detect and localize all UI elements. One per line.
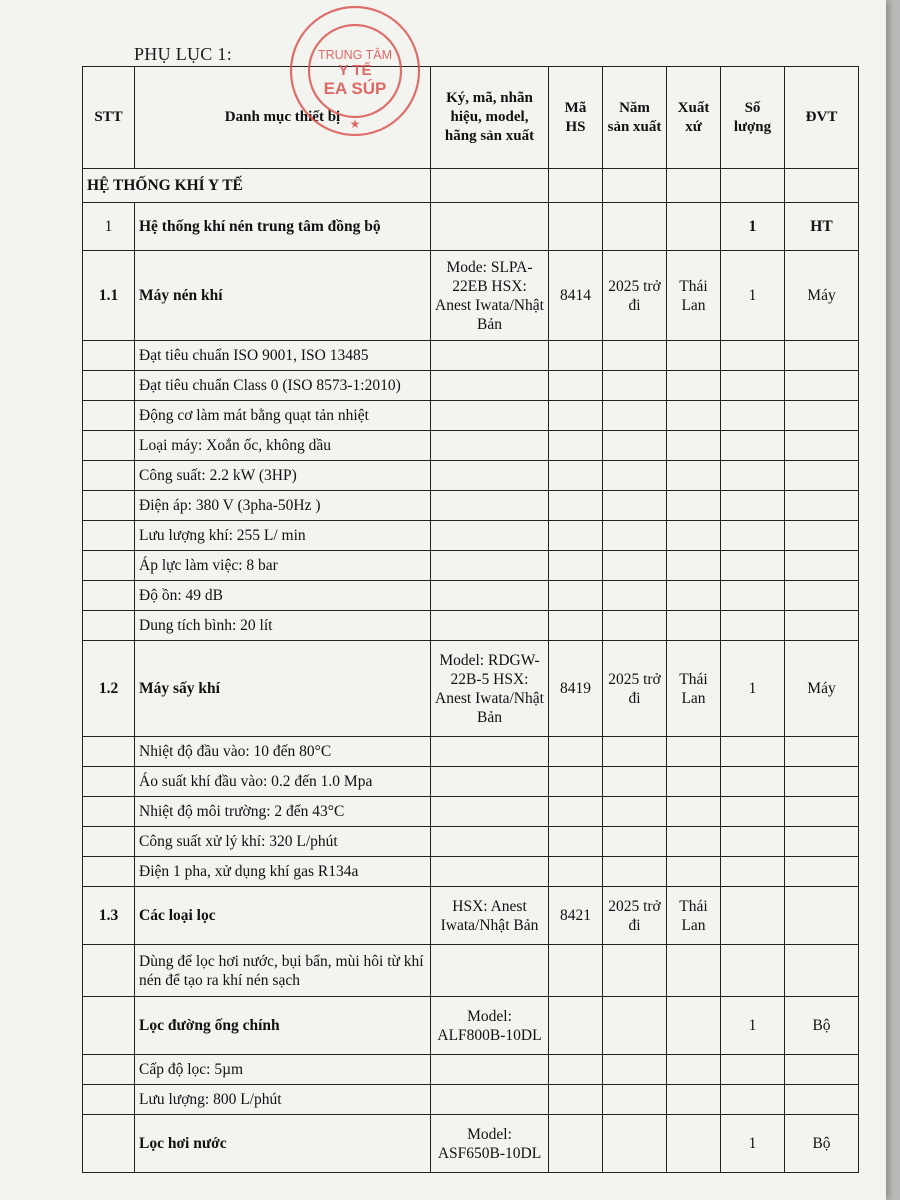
- header-model: Ký, mã, nhãn hiệu, model, hãng sản xuất: [431, 67, 549, 169]
- spec-text: Đạt tiêu chuẩn ISO 9001, ISO 13485: [135, 341, 431, 371]
- cell-unit: HT: [785, 203, 859, 251]
- star-icon: ★: [349, 117, 361, 131]
- spec-text: Công suất xử lý khí: 320 L/phút: [135, 827, 431, 857]
- equipment-table: [82, 66, 859, 1173]
- cell-unit: Bộ: [785, 1115, 859, 1173]
- spec-row: [83, 461, 859, 491]
- cell-model: Model: ASF650B-10DL: [431, 1115, 549, 1173]
- cell-year: 2025 trở đi: [603, 641, 667, 737]
- spec-row: [83, 1085, 859, 1115]
- cell-year: 2025 trở đi: [603, 251, 667, 341]
- cell-hs: 8419: [549, 641, 603, 737]
- stamp-line3: EA SÚP: [323, 79, 387, 98]
- cell-name: Máy sấy khí: [135, 641, 431, 737]
- stamp-line1: TRUNG TÂM: [317, 48, 393, 62]
- cell-name: Hệ thống khí nén trung tâm đồng bộ: [135, 203, 431, 251]
- spec-text: Động cơ làm mát bằng quạt tản nhiệt: [135, 401, 431, 431]
- table-row: [83, 251, 859, 341]
- section-row: [83, 169, 859, 203]
- header-unit: ĐVT: [785, 67, 859, 169]
- cell-model: Model: ALF800B-10DL: [431, 997, 549, 1055]
- spec-row: [83, 611, 859, 641]
- cell-stt: 1: [83, 203, 135, 251]
- spec-row: [83, 827, 859, 857]
- cell-origin: Thái Lan: [667, 251, 721, 341]
- table-row: [83, 1115, 859, 1173]
- spec-row: [83, 945, 859, 997]
- spec-row: [83, 521, 859, 551]
- header-name: Danh mục thiết bị: [135, 67, 431, 169]
- stamp-line2: Y TẾ: [338, 62, 372, 79]
- spec-text: Dùng để lọc hơi nước, bụi bẩn, mùi hôi từ khí nén để tạo ra khí nén sạch: [135, 945, 431, 997]
- spec-row: [83, 431, 859, 461]
- spec-text: Cấp độ lọc: 5µm: [135, 1055, 431, 1085]
- spec-row: [83, 1055, 859, 1085]
- spec-text: Đạt tiêu chuẩn Class 0 (ISO 8573-1:2010): [135, 371, 431, 401]
- spec-text: Công suất: 2.2 kW (3HP): [135, 461, 431, 491]
- spec-row: [83, 401, 859, 431]
- spec-row: [83, 767, 859, 797]
- spec-row: [83, 551, 859, 581]
- header-origin: Xuất xứ: [667, 67, 721, 169]
- header-qty: Số lượng: [721, 67, 785, 169]
- cell-year: 2025 trở đi: [603, 887, 667, 945]
- table-row: [83, 203, 859, 251]
- cell-origin: Thái Lan: [667, 887, 721, 945]
- cell-model: HSX: Anest Iwata/Nhật Bản: [431, 887, 549, 945]
- cell-name: Lọc hơi nước: [135, 1115, 431, 1173]
- cell-qty: 1: [721, 203, 785, 251]
- section-title: HỆ THỐNG KHÍ Y TẾ: [83, 169, 431, 203]
- spec-text: Điện 1 pha, xử dụng khí gas R134a: [135, 857, 431, 887]
- spec-text: Nhiệt độ đầu vào: 10 đến 80°C: [135, 737, 431, 767]
- table-row: [83, 887, 859, 945]
- table-row: [83, 997, 859, 1055]
- spec-text: Điện áp: 380 V (3pha-50Hz ): [135, 491, 431, 521]
- spec-row: [83, 737, 859, 767]
- cell-unit: Máy: [785, 251, 859, 341]
- header-year: Năm sản xuất: [603, 67, 667, 169]
- cell-model: Model: RDGW-22B-5 HSX: Anest Iwata/Nhật Bản: [431, 641, 549, 737]
- spec-text: Dung tích bình: 20 lít: [135, 611, 431, 641]
- cell-hs: 8414: [549, 251, 603, 341]
- spec-row: [83, 371, 859, 401]
- cell-qty: 1: [721, 251, 785, 341]
- cell-unit: Máy: [785, 641, 859, 737]
- spec-row: [83, 797, 859, 827]
- cell-hs: 8421: [549, 887, 603, 945]
- spec-text: Nhiệt độ môi trường: 2 đến 43°C: [135, 797, 431, 827]
- cell-name: Các loại lọc: [135, 887, 431, 945]
- spec-text: Lưu lượng: 800 L/phút: [135, 1085, 431, 1115]
- header-row: [83, 67, 859, 169]
- cell-qty: 1: [721, 1115, 785, 1173]
- cell-qty: 1: [721, 997, 785, 1055]
- cell-origin: Thái Lan: [667, 641, 721, 737]
- spec-text: Áp lực làm việc: 8 bar: [135, 551, 431, 581]
- spec-text: Loại máy: Xoắn ốc, không dầu: [135, 431, 431, 461]
- spec-row: [83, 857, 859, 887]
- spec-text: Áo suất khí đầu vào: 0.2 đến 1.0 Mpa: [135, 767, 431, 797]
- spec-row: [83, 491, 859, 521]
- header-stt: STT: [83, 67, 135, 169]
- table-row: [83, 641, 859, 737]
- cell-name: Lọc đường ống chính: [135, 997, 431, 1055]
- cell-stt: 1.1: [83, 251, 135, 341]
- cell-unit: Bộ: [785, 997, 859, 1055]
- spec-text: Lưu lượng khí: 255 L/ min: [135, 521, 431, 551]
- spec-row: [83, 581, 859, 611]
- cell-name: Máy nén khí: [135, 251, 431, 341]
- spec-row: [83, 341, 859, 371]
- spec-text: Độ ồn: 49 dB: [135, 581, 431, 611]
- cell-model: Mode: SLPA-22EB HSX: Anest Iwata/Nhật Bản: [431, 251, 549, 341]
- cell-stt: 1.2: [83, 641, 135, 737]
- appendix-title: PHỤ LỤC 1:: [134, 44, 233, 64]
- header-hs: Mã HS: [549, 67, 603, 169]
- cell-qty: 1: [721, 641, 785, 737]
- cell-stt: 1.3: [83, 887, 135, 945]
